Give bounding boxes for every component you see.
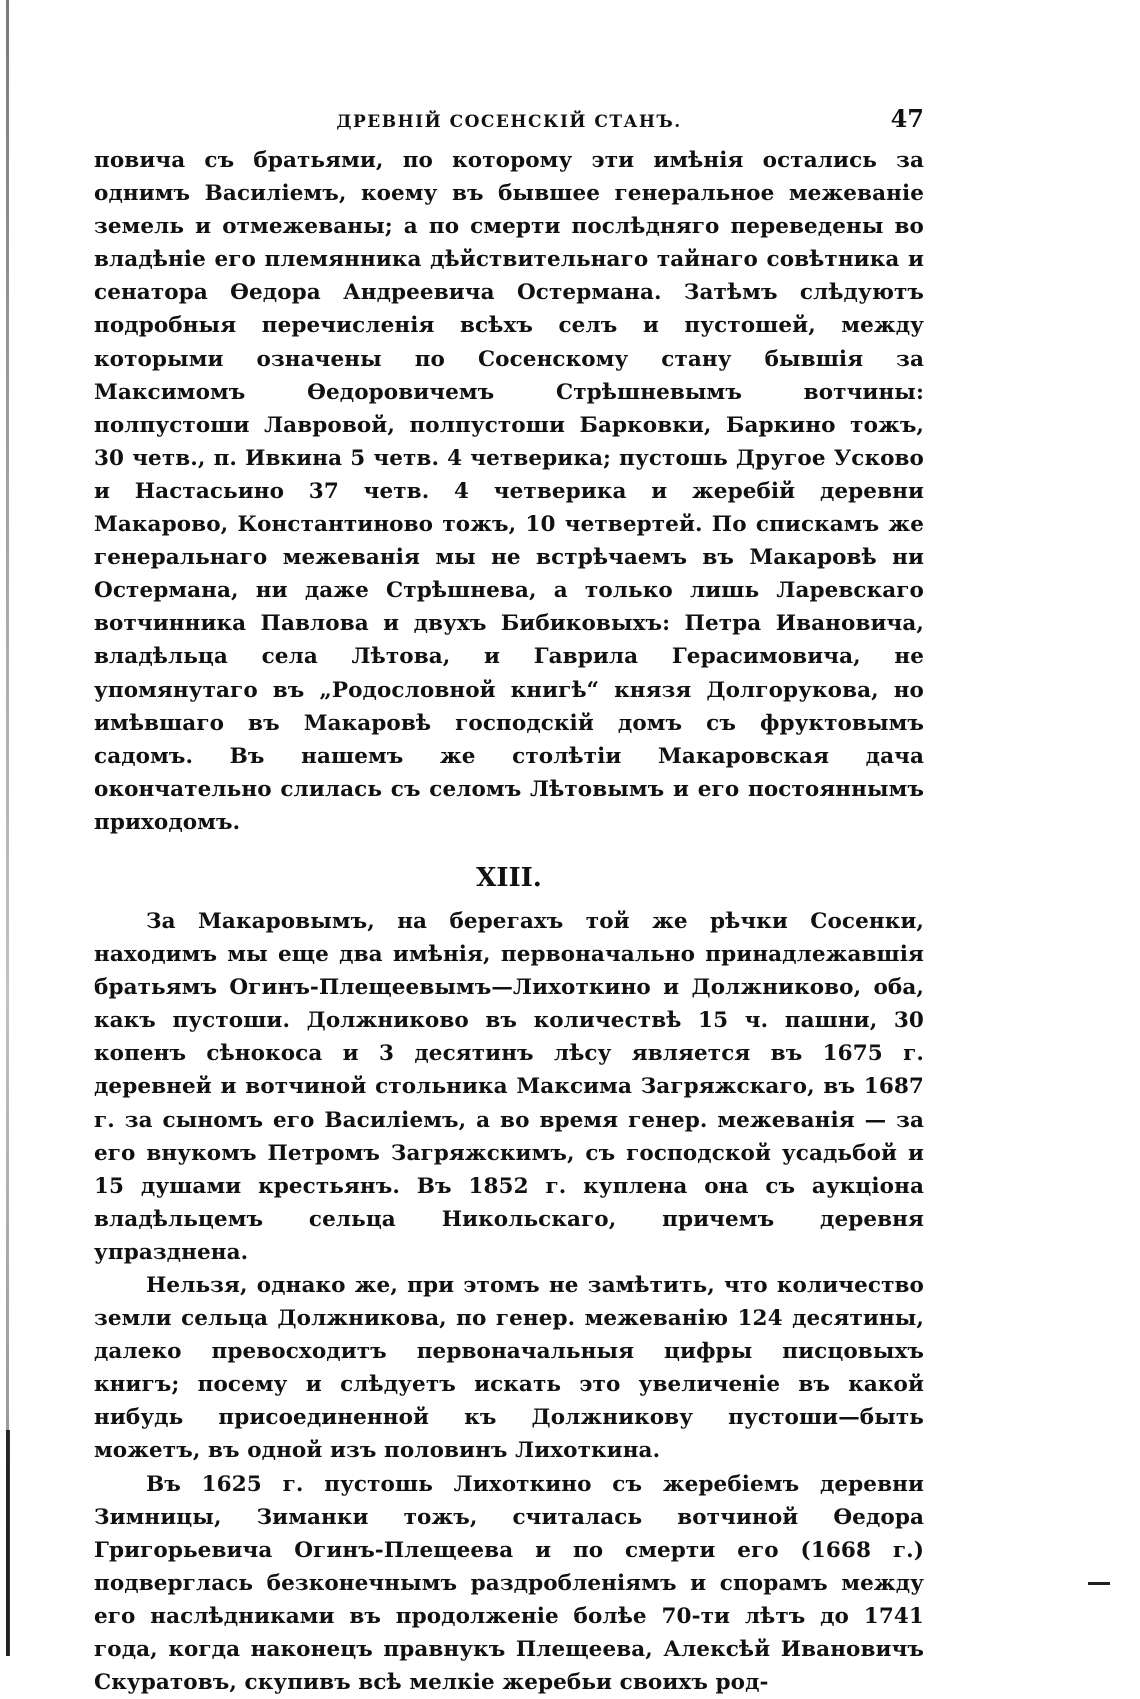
- running-title: ДРЕВНІЙ СОСЕНСКІЙ СТАНЪ.: [336, 112, 682, 132]
- running-head: [94, 100, 924, 144]
- paragraph-continued: повича съ братьями, по которому эти имѣнія остались за однимъ Василіемъ, коему въ бывшее генеральное межеваніе земель и отмежеваны; а по смерти послѣдняго переведены во владѣніе его племянника дѣйствительнаго тайнаго совѣтника и сенатора Ѳедора Андреевича Остермана. Затѣмъ слѣдуютъ подробныя перечисленія всѣхъ селъ и пустошей, между которыми означены по Сосенскому стану бывшія за Максимомъ Ѳедоровичемъ Стрѣшневымъ вотчины: полпустоши Лавровой, полпустоши Барковки, Баркино тожъ, 30 четв., п. Ивкина 5 четв. 4 четверика; пустошь Другое Усково и Настасьино 37 четв. 4 четверика и жеребій деревни Макарово, Константиново тожъ, 10 четвертей. По спискамъ же генеральнаго межеванія мы не встрѣчаемъ въ Макаровѣ ни Остермана, ни даже Стрѣшнева, а только лишь Ларевскаго вотчинника Павлова и двухъ Бибиковыхъ: Петра Ивановича, владѣльца села Лѣтова, и Гаврила Герасимовича, не упомянутаго въ „Родословной книгѣ“ князя Долгорукова, но имѣвшаго въ Макаровѣ господскій домъ съ фруктовымъ садомъ. Въ нашемъ же столѣтіи Макаровская дача окончательно слилась съ селомъ Лѣтовымъ и его постояннымъ приходомъ.: [94, 148, 924, 835]
- book-page: [94, 100, 924, 1699]
- section-paragraph-2: Нельзя, однако же, при этомъ не замѣтить, что количество земли сельца Должникова, по генер. межеванію 124 десятины, далеко превосходитъ первоначальныя цифры писцовыхъ книгъ; посему и слѣдуетъ искать это увеличеніе въ какой нибудь присоединенной къ Должникову пустоши—быть можетъ, въ одной изъ половинъ Лихоткина.: [94, 1273, 924, 1464]
- scan-mark: [1088, 1582, 1110, 1585]
- scan-edge-left: [6, 0, 9, 1656]
- section-paragraph-3: Въ 1625 г. пустошь Лихоткино съ жеребіемъ деревни Зимницы, Зиманки тожъ, считалась вотчиной Ѳедора Григорьевича Огинъ-Плещеева и по смерти его (1668 г.) подверглась безконечнымъ раздробленіямъ и спорамъ между его наслѣдниками въ продолженіе болѣе 70-ти лѣтъ до 1741 года, когда наконецъ правнукъ Плещеева, Алексѣй Ивановичъ Скуратовъ, скупивъ всѣ мелкіе жеребьи своихъ род-: [94, 1471, 924, 1696]
- page-number: 47: [890, 104, 924, 133]
- section-paragraph-1: За Макаровымъ, на берегахъ той же рѣчки Сосенки, находимъ мы еще два имѣнія, первоначально принадлежавшія братьямъ Огинъ-Плещеевымъ—Лихоткино и Должниково, оба, какъ пустоши. Должниково въ количествѣ 15 ч. пашни, 30 копенъ сѣнокоса и 3 десятинъ лѣсу является въ 1675 г. деревней и вотчиной стольника Максима Загряжскаго, въ 1687 г. за сыномъ его Василіемъ, а во время генер. межеванія — за его внукомъ Петромъ Загряжскимъ, съ господской усадьбой и 15 душами крестьянъ. Въ 1852 г. куплена она съ аукціона владѣльцемъ сельца Никольскаго, причемъ деревня упразднена.: [94, 908, 924, 1265]
- scan-edge-bottom-left: [6, 1430, 10, 1656]
- section-heading: XIII.: [476, 862, 542, 893]
